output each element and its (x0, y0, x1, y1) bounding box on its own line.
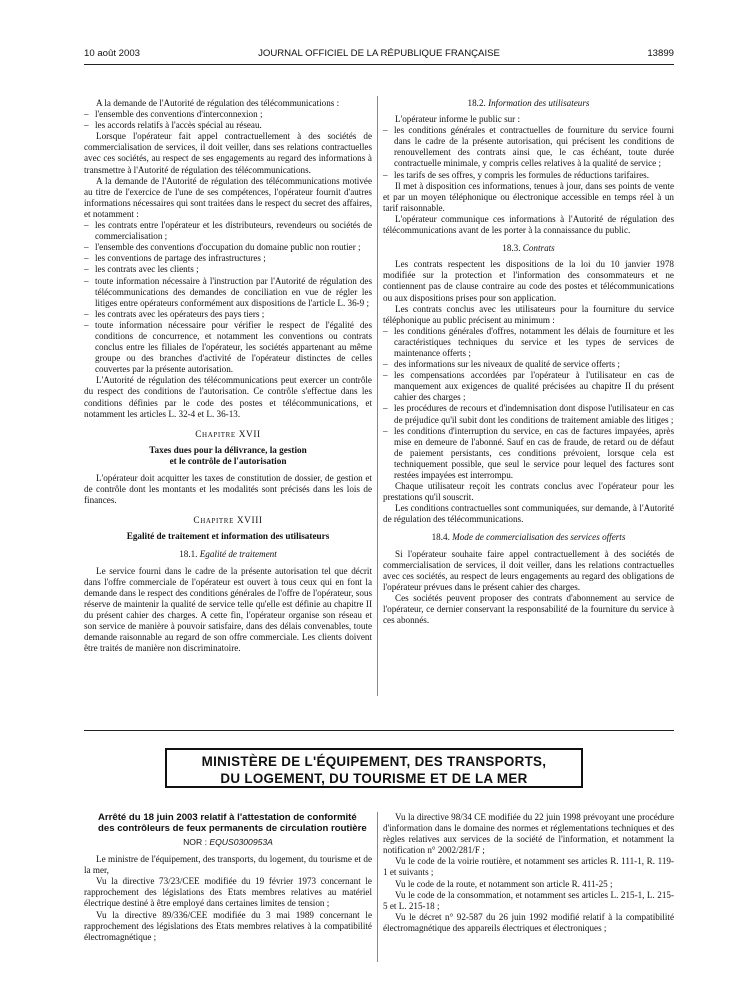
section-rule (84, 730, 674, 731)
paragraph: Les contrats respectent les dispositions de la loi du 10 janvier 1978 modifiée sur la protection et l'information des consommateurs et ne contiennent pas de clause contraire au code des postes et télécommunications ou aux dispositions prises pour son application. (383, 259, 674, 303)
header-journal-title: JOURNAL OFFICIEL DE LA RÉPUBLIQUE FRANÇAISE (258, 48, 500, 59)
chapter-heading: Chapitre XVII (195, 429, 261, 440)
paragraph: L'opérateur doit acquitter les taxes de constitution de dossier, de gestion et de contrôle dont les montants et les modalités sont précisés dans les lois de finances. (84, 473, 372, 506)
paragraph: Vu la directive 89/336/CEE modifiée du 3 mai 1989 concernant le rapprochement des législations des Etats membres relatives à la compatibilité électromagnétique ; (84, 909, 372, 942)
list-item: – les accords relatifs à l'accès spécial au réseau. (84, 120, 372, 131)
ministry-line: DU LOGEMENT, DU TOURISME ET DE LA MER (220, 771, 528, 786)
section-heading (383, 243, 674, 254)
header-page-number: 13899 (647, 48, 674, 59)
paragraph: L'Autorité de régulation des télécommunications peut exercer un contrôle du respect des conditions de l'autorisation. Ce contrôle s'effectue dans les conditions définies par le code des postes et télécommunications, et notamment les articles L. 32-4 et L. 36-13. (84, 375, 372, 419)
nor-code: EQUS0300953A (209, 837, 273, 847)
list-item: – les contrats avec les opérateurs des pays tiers ; (84, 309, 372, 320)
header-date: 10 août 2003 (84, 48, 141, 59)
paragraph: Vu le code de la route, et notamment son article R. 411-25 ; (395, 878, 613, 889)
paragraph: Le ministre de l'équipement, des transports, du logement, du tourisme et de la mer, (84, 854, 372, 876)
chapter-title (84, 445, 372, 467)
section-number: 18.3. (502, 243, 521, 254)
paragraph: Le service fourni dans le cadre de la présente autorisation tel que décrit dans l'offre commerciale de l'opérateur est ouvert à tous ceux qui en font la demande dans le respect des conditions générales de l'offre de l'opérateur, sous réserve de maintenir la qualité de service telle qu'elle est définie au chapitre II du présent cahier des charges. A cette fin, l'opérateur organise son réseau et son service de manière à pouvoir satisfaire, dans des délais convenables, toute demande raisonnable au regard de son offre commerciale. Les clients doivent être traités de manière non discriminatoire. (84, 565, 372, 654)
list-item: – des informations sur les niveaux de qualité de service offerts ; (383, 359, 674, 370)
list-item: – les conventions de partage des infrastructures ; (84, 253, 372, 264)
paragraph: Ces sociétés peuvent proposer des contrats d'abonnement au service de l'opérateur, ce dernier conservant la responsabilité de la fourniture du service à ces abonnés. (383, 592, 674, 626)
paragraph: Vu la directive 98/34 CE modifiée du 22 juin 1998 prévoyant une procédure d'information dans le domaine des normes et réglementations techniques et des règles relatives aux services de la société de l'information, et notamment la notification n° 2002/281/F ; (383, 812, 674, 856)
list-item: – toute information nécessaire à l'instruction par l'Autorité de régulation des télécommunications des demandes de conciliation en vue de régler les litiges entre opérateurs conformément aux dispositions de l'article L. 36-9 ; (84, 276, 372, 309)
paragraph: Les conditions contractuelles sont communiquées, sur demande, à l'Autorité de régulation des télécommunications. (383, 503, 674, 525)
column-separator (377, 96, 378, 696)
column-separator (377, 812, 378, 962)
right-column (383, 98, 674, 626)
page-header (84, 48, 674, 62)
chapter-title-line: Taxes dues pour la délivrance, la gestion (149, 444, 307, 455)
paragraph: Il met à disposition ces informations, tenues à jour, dans ses points de vente et par un moyen téléphonique ou électronique accessible en temps réel à un tarif raisonnable. (383, 180, 674, 213)
ministry-line: MINISTÈRE DE L'ÉQUIPEMENT, DES TRANSPORTS, (201, 754, 547, 769)
bullet-list (383, 125, 674, 180)
section-title: Contrats (522, 243, 555, 254)
paragraph: L'opérateur communique ces informations à l'Autorité de régulation des télécommunications avant de les porter à la connaissance du public. (383, 213, 674, 236)
list-item: – toute information nécessaire pour vérifier le respect de l'égalité des conditions de concurrence, et notamment les conventions ou contrats conclus entre les filiales de l'opérateur, les sociétés appartenant au même groupe ou des branches d'activité de l'opérateur distinctes de celles couvertes par la présente autorisation. (84, 320, 372, 375)
paragraph: Si l'opérateur souhaite faire appel contractuellement à des sociétés de commercialisation de services, il doit veiller, dans les relations contractuelles avec ces sociétés, au respect de leurs engagements au regard des obligations de l'opérateur prévues dans le présent cahier des charges. (383, 548, 674, 592)
paragraph: Lorsque l'opérateur fait appel contractuellement à des sociétés de commercialisation de services, il doit veiller, dans ses relations contractuelles avec ces sociétés, au respect de ses engagements au regard des informations à transmettre à l'Autorité de régulation des télécommunications. (84, 131, 372, 175)
chapter-title-line: et le contrôle de l'autorisation (169, 455, 287, 466)
paragraph: A la demande de l'Autorité de régulation des télécommunications motivée au titre de l'exercice de l'une de ses compétences, l'opérateur fournit d'autres informations nécessaires qui sont traitées dans le respect du secret des affaires, et notamment : (84, 175, 372, 219)
nor-label: NOR : (183, 837, 207, 847)
bottom-left-column (84, 812, 372, 943)
bullet-list (383, 326, 674, 481)
paragraph: Vu la directive 73/23/CEE modifiée du 19 février 1973 concernant le rapprochement des législations des Etats membres relatives au matériel électrique destiné à être employé dans certaines limites de tension ; (84, 876, 372, 909)
list-item: – les contrats avec les clients ; (84, 264, 372, 275)
list-item: – les contrats entre l'opérateur et les distributeurs, revendeurs ou sociétés de commercialisation ; (84, 220, 372, 242)
section-heading (84, 549, 372, 560)
arrete-title: Arrêté du 18 juin 2003 relatif à l'attestation de conformité des contrôleurs de feux permanents de circulation routière (98, 812, 367, 834)
list-item: – les procédures de recours et d'indemnisation dont dispose l'utilisateur en cas de préjudice qu'il subit dont les conditions de traitement amiable des litiges ; (383, 403, 674, 425)
chapter-title: Egalité de traitement et information des utilisateurs (126, 531, 330, 542)
section-number: 18.2. (467, 98, 486, 108)
list-item: – les tarifs de ses offres, y compris les formules de réductions tarifaires. (383, 170, 674, 181)
paragraph: Vu le décret n° 92-587 du 26 juin 1992 modifié relatif à la compatibilité électromagnétique des appareils électriques et électroniques ; (383, 911, 674, 933)
section-heading (383, 532, 674, 543)
section-number: 18.1. (179, 549, 198, 560)
list-item: – les conditions générales d'offres, notamment les délais de fourniture et les caractéristiques techniques du service et les types de services de maintenance offerts ; (383, 326, 674, 359)
list-item: – les conditions d'interruption du service, en cas de factures impayées, après mise en demeure de l'abonné. Sauf en cas de fraude, de retard ou de défaut de paiement persistants, ces conditions prévoient, lorsque cela est techniquement possible, que seul le service pour lequel des factures sont restées impayées est interrompu. (383, 426, 674, 481)
list-item: – les conditions générales et contractuelles de fourniture du service fourni dans le cadre de la présente autorisation, qui précisent les conditions de renouvellement des contrats ainsi que, le cas échéant, toute durée contractuelle minimale, y compris celles relatives à la qualité de service ; (383, 125, 674, 169)
list-item: – les compensations accordées par l'opérateur à l'utilisateur en cas de manquement aux exigences de qualité précisées au chapitre II du présent cahier des charges ; (383, 370, 674, 403)
bullet-list (84, 220, 372, 375)
section-heading (383, 98, 674, 109)
list-item: – l'ensemble des conventions d'interconnexion ; (84, 109, 372, 120)
section-title: Mode de commercialisation des services offerts (452, 532, 626, 543)
paragraph: A la demande de l'Autorité de régulation des télécommunications : (96, 98, 340, 108)
bullet-list (84, 109, 372, 131)
paragraph: Les contrats conclus avec les utilisateurs pour la fourniture du service téléphonique au public précisent au minimum : (383, 303, 674, 325)
chapter-heading: Chapitre XVIII (193, 516, 263, 527)
paragraph: Vu le code de la consommation, et notamment ses articles L. 215-1, L. 215-5 et L. 215-18 ; (383, 889, 674, 911)
section-title: Information des utilisateurs (488, 98, 590, 108)
paragraph: L'opérateur informe le public sur : (395, 114, 521, 125)
header-rule (84, 64, 674, 65)
section-title: Egalité de traitement (199, 549, 277, 560)
nor-reference (84, 837, 372, 848)
left-column (84, 98, 372, 654)
bottom-right-column (383, 812, 674, 934)
paragraph: Vu le code de la voirie routière, et notamment ses articles R. 111-1, R. 119-1 et suivants ; (383, 856, 674, 878)
ministry-banner (165, 748, 583, 788)
list-item: – l'ensemble des conventions d'occupation du domaine public non routier ; (84, 242, 372, 253)
paragraph: Chaque utilisateur reçoit les contrats conclus avec l'opérateur pour les prestations qu'il souscrit. (383, 481, 674, 503)
section-number: 18.4. (431, 532, 450, 543)
